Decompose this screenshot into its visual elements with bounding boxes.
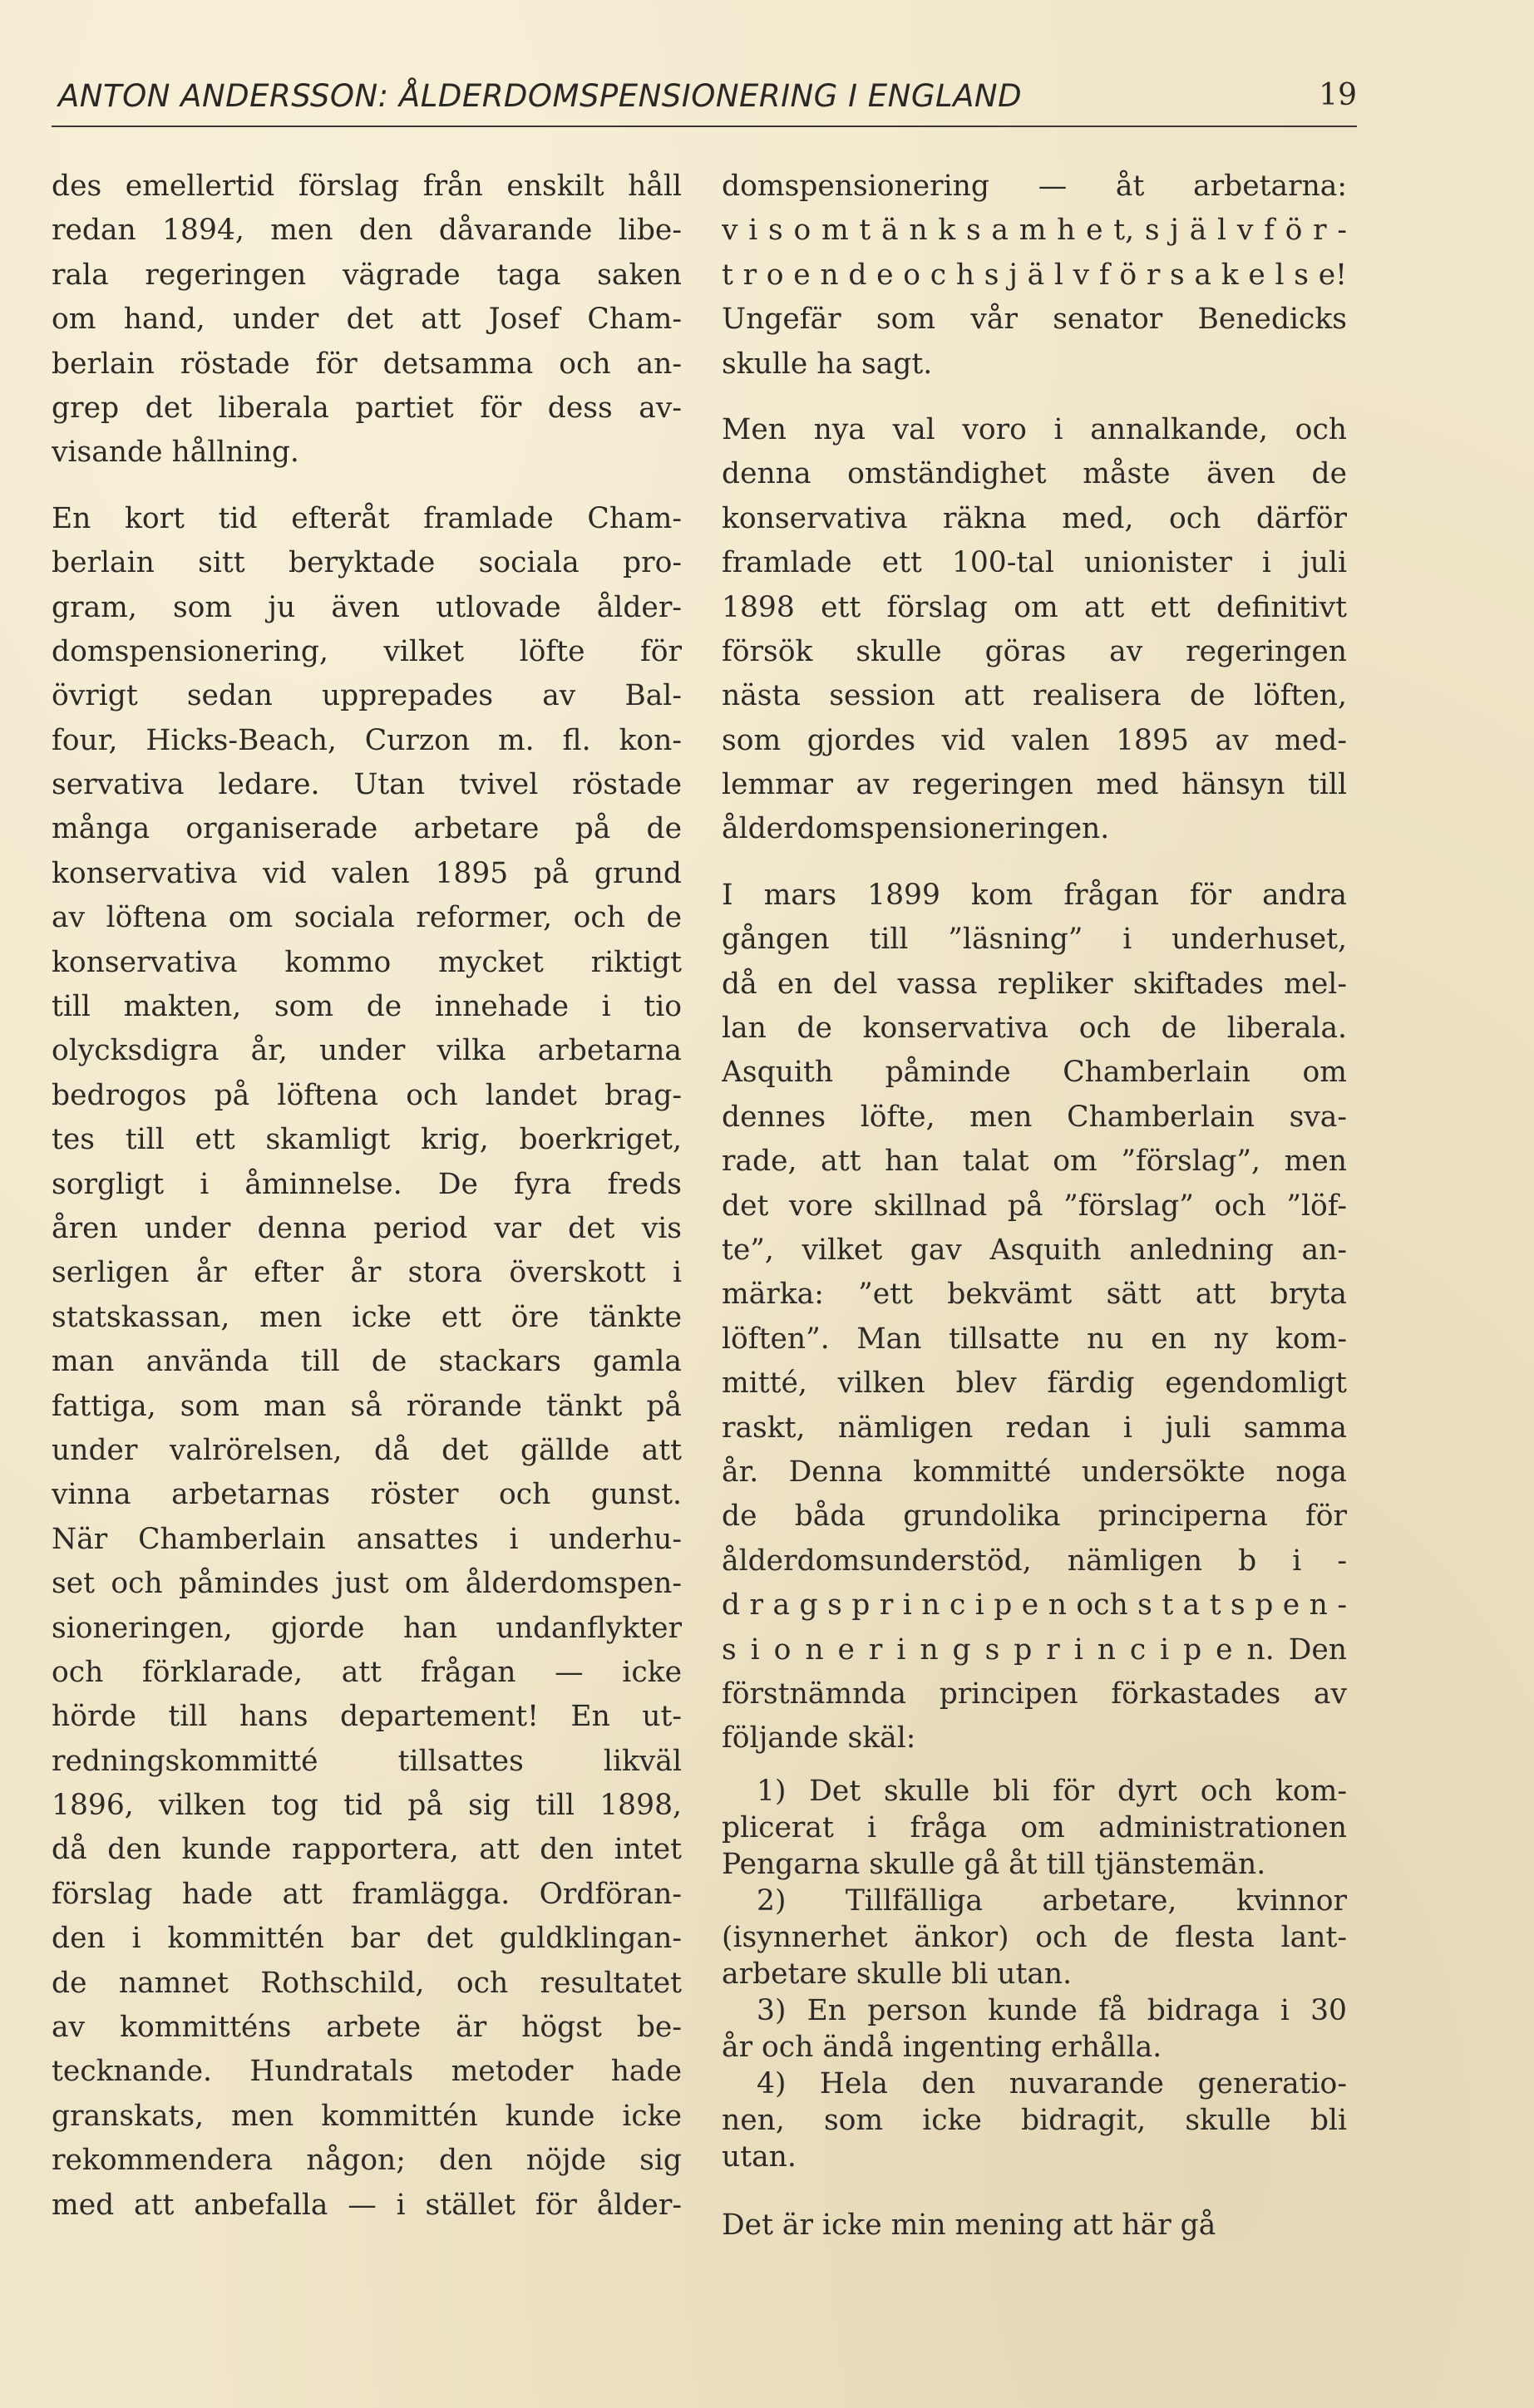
list-item — [722, 1773, 1347, 1883]
text-line: ålderdomsunderstöd, nämligen b i - — [722, 1544, 1347, 1578]
text-line: berlain sitt beryktade sociala pro- — [52, 546, 682, 580]
text-line: I mars 1899 kom frågan för andra — [722, 878, 1347, 912]
reasons-list — [722, 1773, 1347, 2175]
text-line: hörde till hans departement! En ut- — [52, 1700, 682, 1734]
text-line: des emellertid förslag från enskilt håll — [52, 170, 682, 203]
text-line: lemmar av regeringen med hänsyn till — [722, 768, 1347, 802]
text-line: set och påmindes just om ålderdomspen- — [52, 1567, 682, 1601]
text-line: redningskommitté tillsattes likväl — [52, 1744, 682, 1778]
text-line: gram, som ju även utlovade ålder- — [52, 590, 682, 624]
text-line: servativa ledare. Utan tvivel röstade — [52, 768, 682, 802]
text-line: mitté, vilken blev färdig egendomligt — [722, 1367, 1347, 1401]
text-line: t r o e n d e o c h s j ä l v f ö r s a k e l s e! — [722, 258, 1347, 292]
text-line: raskt, nämligen redan i juli samma — [722, 1411, 1347, 1445]
text-line: år. Denna kommitté undersökte noga — [722, 1455, 1347, 1489]
text-line: då den kunde rapportera, att den intet — [52, 1833, 682, 1867]
text-line: åren under denna period var det vis — [52, 1211, 682, 1245]
closing-line: Det är icke min mening att här gå — [722, 2208, 1216, 2242]
right-column-body — [722, 165, 1347, 1761]
text-line: Asquith påminde Chamberlain om — [722, 1056, 1347, 1090]
header-rule — [52, 126, 1357, 127]
text-line: man använda till de stackars gamla — [52, 1345, 682, 1379]
text-line: konservativa kommo mycket riktigt — [52, 945, 682, 979]
left-column — [52, 165, 682, 2228]
text-line: 1898 ett förslag om att ett definitivt — [722, 590, 1347, 624]
text-line: av kommitténs arbete är högst be- — [52, 2011, 682, 2045]
text-line: s i o n e r i n g s p r i n c i p e n. Den — [722, 1632, 1347, 1667]
text-line: vinna arbetarnas röster och gunst. — [52, 1478, 682, 1512]
text-line: dennes löfte, men Chamberlain sva- — [722, 1100, 1347, 1134]
text-line: rala regeringen vägrade taga saken — [52, 258, 682, 292]
text-line: grep det liberala partiet för dess av- — [52, 391, 682, 425]
text-line: konservativa räkna med, och därför — [722, 501, 1347, 535]
list-item-line: (isynnerhet änkor) och de flesta lant- — [722, 1920, 1347, 1954]
list-item-line: nen, som icke bidragit, skulle bli — [722, 2103, 1347, 2137]
text-line: d r a g s p r i n c i p e n och s t a t s p e n - — [722, 1588, 1347, 1623]
list-item-line: 3) En person kunde få bidraga i 30 — [757, 1993, 1347, 2027]
running-header — [52, 78, 1357, 128]
list-item-line: 1) Det skulle bli för dyrt och kom- — [757, 1774, 1347, 1808]
text-line: följande skäl: — [722, 1721, 916, 1756]
text-line: med att anbefalla — i stället för ålder- — [52, 2188, 682, 2222]
page-number: 19 — [1319, 78, 1357, 112]
text-line: En kort tid efteråt framlade Cham- — [52, 501, 682, 535]
text-line: de båda grundolika principerna för — [722, 1499, 1347, 1534]
text-line: 1896, vilken tog tid på sig till 1898, — [52, 1789, 682, 1823]
list-item-line: 2) Tillfälliga arbetare, kvinnor — [757, 1884, 1347, 1918]
text-line: många organiserade arbetare på de — [52, 812, 682, 846]
text-line: den i kommittén bar det guldklingan- — [52, 1922, 682, 1956]
text-line: lan de konservativa och de liberala. — [722, 1012, 1347, 1046]
text-line: konservativa vid valen 1895 på grund — [52, 856, 682, 890]
text-line: te”, vilket gav Asquith anledning an- — [722, 1233, 1347, 1267]
list-item-line: plicerat i fråga om administrationen — [722, 1810, 1347, 1844]
text-line: tes till ett skamligt krig, boerkriget, — [52, 1123, 682, 1157]
text-line: bedrogos på löftena och landet brag- — [52, 1078, 682, 1112]
list-item-line: arbetare skulle bli utan. — [722, 1957, 1073, 1991]
text-line: sorgligt i åminnelse. De fyra freds — [52, 1167, 682, 1201]
text-line: övrigt sedan upprepades av Bal- — [52, 679, 682, 713]
text-line: fattiga, som man så rörande tänkt på — [52, 1389, 682, 1423]
text-line: olycksdigra år, under vilka arbetarna — [52, 1034, 682, 1068]
text-line: Ungefär som vår senator Benedicks — [722, 303, 1347, 337]
list-item-line: Pengarna skulle gå åt till tjänstemän. — [722, 1847, 1266, 1881]
text-line: förstnämnda principen förkastades av — [722, 1677, 1347, 1711]
text-line: statskassan, men icke ett öre tänkte — [52, 1300, 682, 1334]
text-line: gången till ”läsning” i underhuset, — [722, 923, 1347, 957]
text-line: förslag hade att framlägga. Ordföran- — [52, 1877, 682, 1911]
text-line: berlain röstade för detsamma och an- — [52, 347, 682, 381]
text-line: framlade ett 100-tal unionister i juli — [722, 546, 1347, 580]
text-line: granskats, men kommittén kunde icke — [52, 2099, 682, 2133]
text-line: skulle ha sagt. — [722, 347, 933, 381]
text-line: sioneringen, gjorde han undanflykter — [52, 1611, 682, 1645]
text-line: four, Hicks-Beach, Curzon m. fl. kon- — [52, 723, 682, 757]
text-line: visande hållning. — [52, 436, 299, 470]
list-item-line: år och ändå ingenting erhålla. — [722, 2030, 1162, 2064]
text-line: nästa session att realisera de löften, — [722, 679, 1347, 713]
text-line: tecknande. Hundratals metoder hade — [52, 2055, 682, 2089]
list-item — [722, 2066, 1347, 2175]
text-line: rekommendera någon; den nöjde sig — [52, 2144, 682, 2178]
list-item — [722, 1992, 1347, 2066]
text-line: domspensionering, vilket löfte för — [52, 634, 682, 668]
text-line: då en del vassa repliker skiftades mel- — [722, 967, 1347, 1001]
text-line: ålderdomspensioneringen. — [722, 812, 1110, 846]
text-line: Men nya val voro i annalkande, och — [722, 412, 1347, 446]
list-item-line: 4) Hela den nuvarande generatio- — [757, 2066, 1347, 2100]
right-column — [722, 165, 1347, 2248]
text-line: försök skulle göras av regeringen — [722, 634, 1347, 668]
text-line: under valrörelsen, då det gällde att — [52, 1433, 682, 1467]
text-line: serligen år efter år stora överskott i — [52, 1256, 682, 1290]
text-line: redan 1894, men den dåvarande libe- — [52, 214, 682, 248]
text-line: När Chamberlain ansattes i underhu- — [52, 1522, 682, 1556]
text-line: domspensionering — åt arbetarna: — [722, 170, 1347, 203]
text-line: om hand, under det att Josef Cham- — [52, 303, 682, 337]
text-line: de namnet Rothschild, och resultatet — [52, 1966, 682, 2000]
text-line: till makten, som de innehade i tio — [52, 990, 682, 1024]
list-item-line: utan. — [722, 2140, 797, 2174]
text-line: och förklarade, att frågan — icke — [52, 1655, 682, 1689]
text-line: som gjordes vid valen 1895 av med- — [722, 723, 1347, 757]
text-line: löften”. Man tillsatte nu en ny kom- — [722, 1322, 1347, 1356]
text-line: av löftena om sociala reformer, och de — [52, 901, 682, 935]
text-line: denna omständighet måste även de — [722, 457, 1347, 491]
list-item — [722, 1883, 1347, 1992]
text-line: det vore skillnad på ”förslag” och ”löf- — [722, 1189, 1347, 1223]
running-title: ANTON ANDERSSON: ÅLDERDOMSPENSIONERING I ENGLAND — [58, 78, 1023, 114]
text-line: v i s o m t ä n k s a m h e t, s j ä l v f ö r - — [722, 214, 1347, 248]
text-line: märka: ”ett bekvämt sätt att bryta — [722, 1278, 1347, 1312]
text-line: rade, att han talat om ”förslag”, men — [722, 1145, 1347, 1179]
